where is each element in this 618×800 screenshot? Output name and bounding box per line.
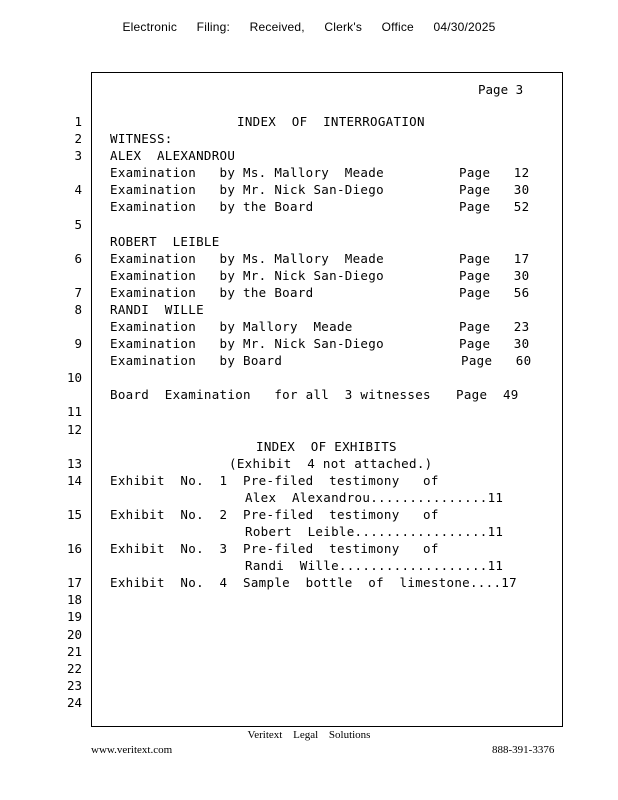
examination-page: Page 23 [459,319,530,334]
line-number: 1 [74,114,82,129]
line-number: 8 [74,302,82,317]
line-number: 14 [66,473,82,488]
examination-entry: Examination by Mallory Meade [110,319,353,334]
line-number: 3 [74,148,82,163]
line-number: 12 [66,422,82,437]
interrogation-title: INDEX OF INTERROGATION [237,114,425,129]
exhibits-title: INDEX OF EXHIBITS [256,439,397,454]
line-number: 5 [74,217,82,232]
line-number: 13 [66,456,82,471]
board-examination-entry: Board Examination for all 3 witnesses [110,387,431,402]
line-number: 4 [74,182,82,197]
examination-page: Page 17 [459,251,530,266]
footer-word: Legal [293,729,319,741]
line-number: 15 [66,507,82,522]
witness-name: RANDI WILLE [110,302,204,317]
examination-entry: Examination by Mr. Nick San-Diego [110,182,384,197]
line-number: 24 [66,695,82,710]
line-number: 20 [66,627,82,642]
line-number: 11 [66,404,82,419]
exhibit-entry: Exhibit No. 1 Pre-filed testimony of [110,473,439,488]
exhibit-entry-continued: Alex Alexandrou...............11 [245,490,504,505]
examination-entry: Examination by Ms. Mallory Meade [110,165,384,180]
examination-entry: Examination by Mr. Nick San-Diego [110,268,384,283]
witness-label: WITNESS: [110,131,173,146]
examination-page: Page 12 [459,165,530,180]
footer-phone: 888-391-3376 [492,744,555,756]
examination-entry: Examination by the Board [110,199,314,214]
line-number: 2 [74,131,82,146]
line-number: 7 [74,285,82,300]
line-number: 21 [66,644,82,659]
header-word: Filing: [196,20,231,34]
line-number: 6 [74,251,82,266]
examination-page: Page 52 [459,199,530,214]
exhibit-entry: Exhibit No. 2 Pre-filed testimony of [110,507,439,522]
examination-page: Page 30 [459,336,530,351]
header-word: Office [381,20,414,34]
examination-entry: Examination by Mr. Nick San-Diego [110,336,384,351]
line-number: 17 [66,575,82,590]
line-number: 19 [66,609,82,624]
witness-name: ALEX ALEXANDROU [110,148,236,163]
line-number: 23 [66,678,82,693]
header-word: Electronic [122,20,178,34]
line-number: 22 [66,661,82,676]
footer-word: Veritext [247,729,283,741]
header-word: Clerk's [324,20,363,34]
exhibit-entry: Exhibit No. 3 Pre-filed testimony of [110,541,439,556]
exhibit-entry: Exhibit No. 4 Sample bottle of limestone....17 [110,575,517,590]
examination-page: Page 30 [459,268,530,283]
examination-page: Page 60 [461,353,532,368]
board-examination-page: Page 49 [456,387,519,402]
footer-website: www.veritext.com [91,744,173,756]
header-word: Received, [249,20,305,34]
line-number: 16 [66,541,82,556]
line-number: 10 [66,370,82,385]
exhibit-entry-continued: Randi Wille...................11 [245,558,504,573]
examination-entry: Examination by Board [110,353,283,368]
examination-entry: Examination by the Board [110,285,314,300]
filing-header [0,20,618,34]
exhibits-note: (Exhibit 4 not attached.) [229,456,433,471]
footer-company [0,729,618,741]
examination-entry: Examination by Ms. Mallory Meade [110,251,384,266]
line-number: 18 [66,592,82,607]
examination-page: Page 56 [459,285,530,300]
witness-name: ROBERT LEIBLE [110,234,220,249]
line-number: 9 [74,336,82,351]
examination-page: Page 30 [459,182,530,197]
header-date: 04/30/2025 [433,20,496,34]
page-number: Page 3 [478,82,524,97]
footer-word: Solutions [328,729,371,741]
exhibit-entry-continued: Robert Leible.................11 [245,524,504,539]
